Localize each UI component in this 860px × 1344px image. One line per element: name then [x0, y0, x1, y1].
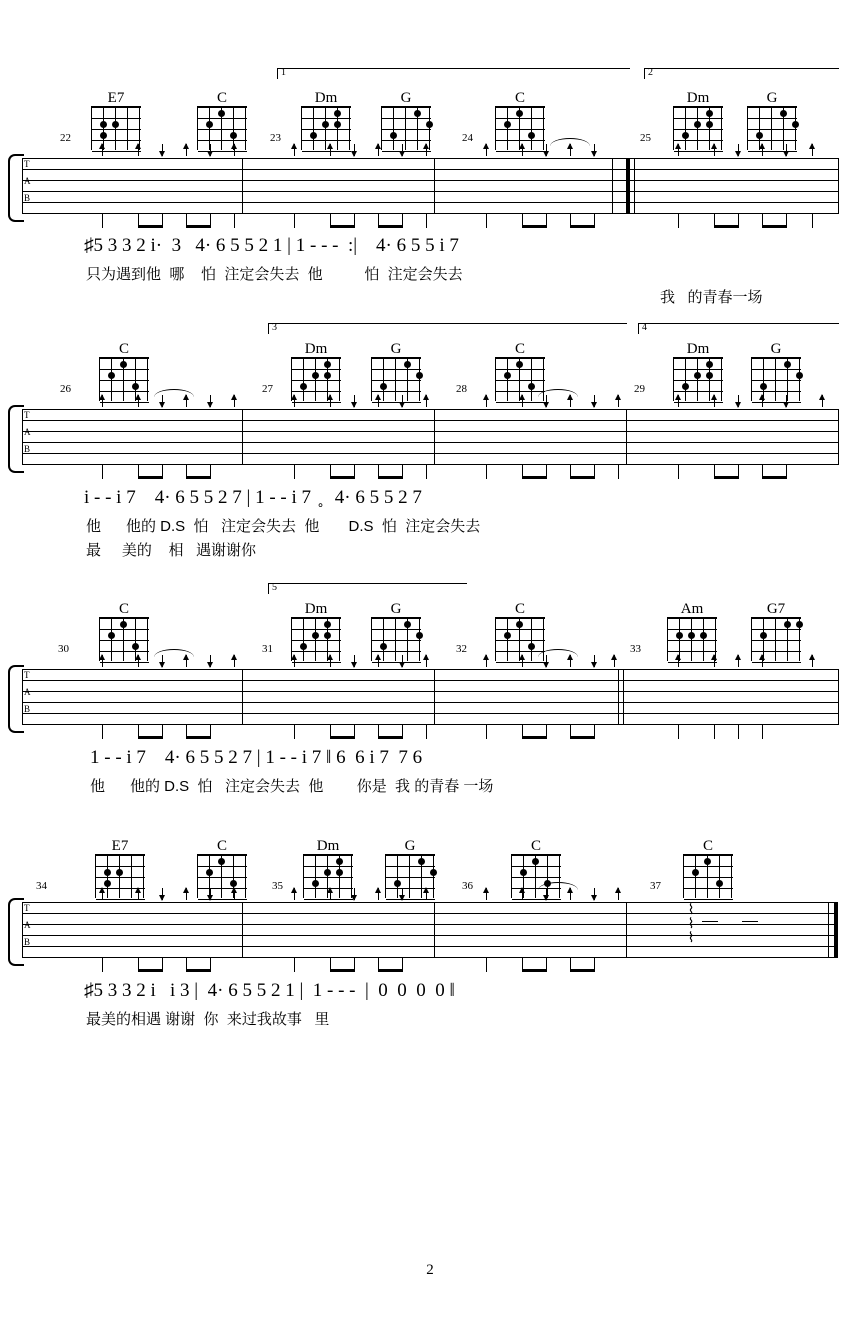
numbered-notation: 1 - - i 7 4· 6 5 5 2 7 | 1 - - i 7 ‖ 6 6 i 7 7 6 — [90, 747, 423, 768]
chord-diagram-c — [194, 90, 250, 150]
tab-letter-a: A — [24, 920, 31, 930]
volta-label: 4 — [642, 322, 647, 333]
tab-letter-b: B — [24, 444, 31, 454]
slur — [538, 649, 578, 657]
chord-diagram-g-2 — [748, 341, 804, 401]
chord-diagram-dm — [298, 90, 354, 150]
chord-name: Dm — [304, 601, 328, 617]
measure-number: 29 — [634, 383, 645, 395]
measure-number: 30 — [58, 643, 69, 655]
tab-staff — [22, 158, 838, 214]
chord-grid — [291, 357, 341, 401]
chord-diagram-dm — [288, 601, 344, 661]
tab-staff — [22, 409, 838, 465]
chord-name: Dm — [304, 341, 328, 357]
chord-name: G — [390, 601, 402, 617]
volta-label: 1 — [281, 67, 286, 78]
chord-diagram-g7 — [748, 601, 804, 661]
chord-diagram-dm-2 — [670, 90, 726, 150]
chord-grid — [197, 854, 247, 898]
tab-letter-t: T — [24, 903, 30, 913]
chord-grid — [301, 106, 351, 150]
chord-diagram-g — [382, 838, 438, 898]
chord-name: C — [118, 601, 129, 617]
lyrics-line-1: 他 他的 D.S 怕 注定会失去 他 D.S 怕 注定会失去 — [86, 518, 481, 535]
numbered-notation: ♯5 3 3 2 i· 3 4· 6 5 5 2 1 | 1 - - - :| 4· 6 5 5 i 7 — [84, 235, 459, 256]
slur — [538, 882, 578, 890]
volta-bracket-4 — [638, 323, 839, 334]
arpeggio-wiggle: ⌇⌇⌇ — [683, 902, 698, 944]
chord-name: G7 — [766, 601, 786, 617]
lyrics-line-2: 我 的青春一场 — [660, 289, 763, 306]
tab-letter-a: A — [24, 427, 31, 437]
chord-grid — [197, 106, 247, 150]
numbered-notation: i - - i 7 4· 6 5 5 2 7 | 1 - - i 7 ̥ 4· 6 5 5 2 7 — [84, 487, 422, 508]
chord-diagram-am — [664, 601, 720, 661]
chord-grid — [747, 106, 797, 150]
measure-number: 35 — [272, 880, 283, 892]
slur — [154, 649, 194, 657]
chord-diagram-e7 — [88, 90, 144, 150]
chord-name: G — [770, 341, 782, 357]
measure-number: 32 — [456, 643, 467, 655]
volta-bracket-5 — [268, 583, 467, 594]
music-system-3 — [0, 575, 860, 820]
chord-diagram-c-2 — [492, 341, 548, 401]
chord-name: G — [766, 90, 778, 106]
volta-label: 2 — [648, 67, 653, 78]
volta-bracket-1 — [277, 68, 630, 79]
measure-number: 22 — [60, 132, 71, 144]
measure-number: 37 — [650, 880, 661, 892]
chord-name: C — [514, 341, 525, 357]
chord-diagram-c-2 — [492, 90, 548, 150]
tab-letter-t: T — [24, 159, 30, 169]
measure-number: 34 — [36, 880, 47, 892]
chord-name: C — [514, 90, 525, 106]
chord-name: G — [404, 838, 416, 854]
lyrics-line-1: 只为遇到他 哪 怕 注定会失去 他 怕 注定会失去 — [86, 266, 463, 283]
music-system-2 — [0, 315, 860, 575]
measure-number: 26 — [60, 383, 71, 395]
chord-grid — [683, 854, 733, 898]
chord-name: Dm — [686, 341, 710, 357]
page-number: 2 — [426, 1262, 434, 1278]
chord-grid — [99, 617, 149, 661]
lyrics-line-1: 他 他的 D.S 怕 注定会失去 他 你是 我 的青春 一场 — [90, 778, 494, 795]
measure-number: 31 — [262, 643, 273, 655]
chord-grid — [99, 357, 149, 401]
slur — [154, 389, 194, 397]
chord-name: E7 — [107, 90, 125, 106]
slur — [550, 138, 590, 146]
chord-name: Dm — [686, 90, 710, 106]
lyrics-line-1: 最美的相遇 谢谢 你 来过我故事 里 — [86, 1011, 330, 1028]
chord-name: C — [216, 90, 227, 106]
chord-diagram-dm-2 — [670, 341, 726, 401]
volta-label: 3 — [272, 322, 277, 333]
chord-name: C — [530, 838, 541, 854]
chord-name: G — [400, 90, 412, 106]
chord-diagram-dm — [288, 341, 344, 401]
chord-grid — [291, 617, 341, 661]
tab-staff — [22, 669, 838, 725]
tab-letter-t: T — [24, 410, 30, 420]
chord-name: G — [390, 341, 402, 357]
chord-name: C — [514, 601, 525, 617]
measure-number: 27 — [262, 383, 273, 395]
measure-number: 23 — [270, 132, 281, 144]
chord-name: Am — [680, 601, 704, 617]
tab-letter-b: B — [24, 704, 31, 714]
chord-diagram-c — [96, 341, 152, 401]
chord-diagram-c-3 — [680, 838, 736, 898]
chord-diagram-c-2 — [492, 601, 548, 661]
slur — [538, 389, 578, 397]
chord-name: Dm — [314, 90, 338, 106]
measure-number: 28 — [456, 383, 467, 395]
chord-diagram-g — [368, 341, 424, 401]
chord-name: C — [118, 341, 129, 357]
tab-letter-a: A — [24, 687, 31, 697]
lyrics-line-2: 最 美的 相 遇谢谢你 — [86, 542, 257, 559]
music-system-1 — [0, 60, 860, 320]
volta-bracket-3 — [268, 323, 627, 334]
chord-diagram-g — [378, 90, 434, 150]
volta-bracket-2 — [644, 68, 839, 79]
numbered-notation: ♯5 3 3 2 i i 3 | 4· 6 5 5 2 1 | 1 - - - | 0 0 0 0 ‖ — [84, 980, 455, 1001]
volta-label: 5 — [272, 582, 277, 593]
music-system-4 — [0, 820, 860, 1070]
chord-name: E7 — [111, 838, 129, 854]
measure-number: 25 — [640, 132, 651, 144]
tab-letter-a: A — [24, 176, 31, 186]
tab-staff — [22, 902, 838, 958]
chord-name: C — [702, 838, 713, 854]
chord-diagram-g-2 — [744, 90, 800, 150]
tab-letter-b: B — [24, 193, 31, 203]
chord-diagram-c — [194, 838, 250, 898]
measure-number: 33 — [630, 643, 641, 655]
tab-letter-t: T — [24, 670, 30, 680]
chord-name: Dm — [316, 838, 340, 854]
chord-diagram-g — [368, 601, 424, 661]
measure-number: 36 — [462, 880, 473, 892]
tab-letter-b: B — [24, 937, 31, 947]
measure-number: 24 — [462, 132, 473, 144]
chord-diagram-c — [96, 601, 152, 661]
chord-name: C — [216, 838, 227, 854]
